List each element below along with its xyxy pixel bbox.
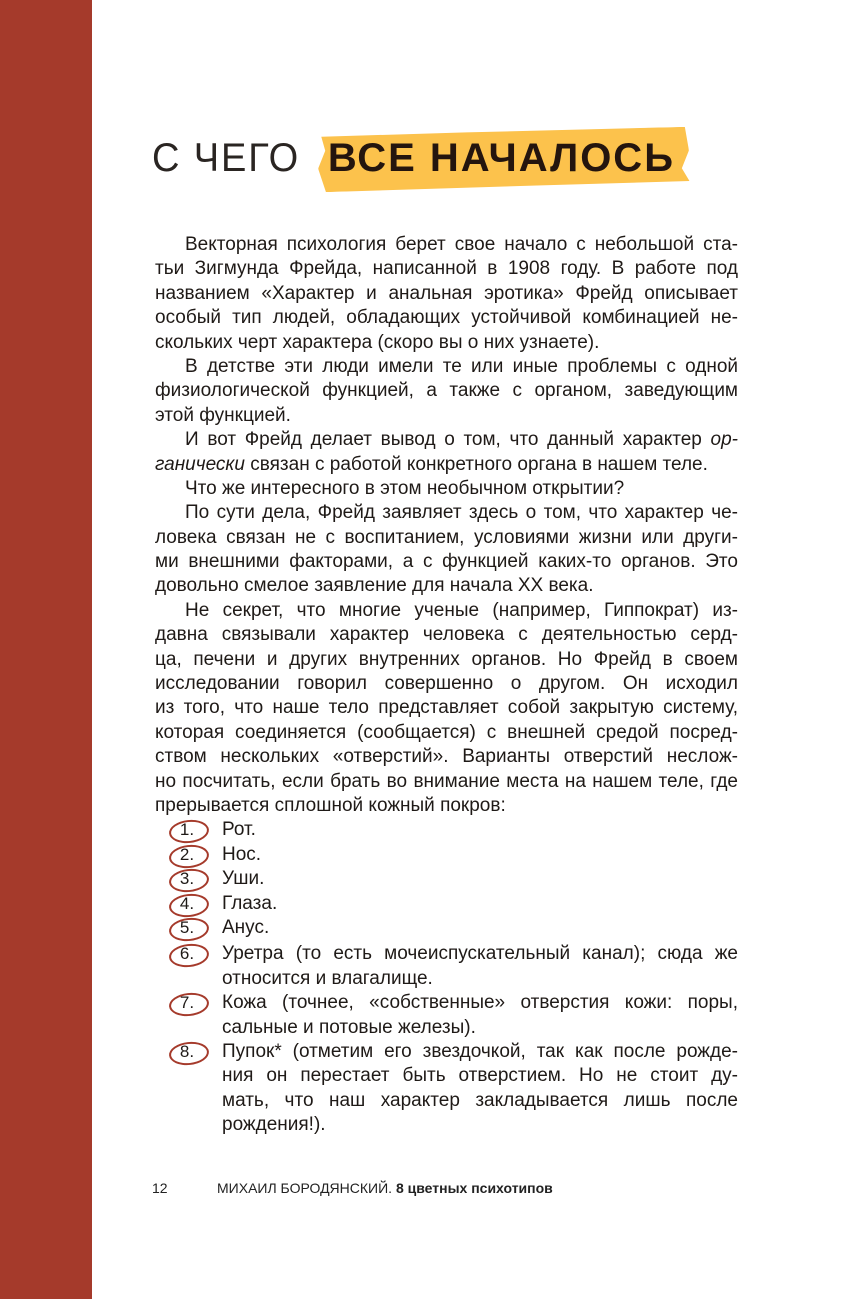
list-item (155, 991, 738, 1040)
text-line: ловека связан не с воспитанием, условиями жизни или други- (155, 526, 738, 548)
chapter-title (152, 128, 689, 188)
author-name: МИХАИЛ БОРОДЯНСКИЙ. (217, 1180, 393, 1196)
list-number-circled: 2. (167, 843, 207, 867)
text-line: исследовании говорил совершенно о другом. Он исходил (155, 673, 738, 695)
text-line: относится и влагалище. (222, 967, 433, 989)
text-line: Рот. (222, 819, 256, 841)
text-line: ми внешними факторами, а с функцией каких-то органов. Это (155, 551, 738, 573)
text-line (155, 428, 738, 452)
text-line: тьи Зигмунда Фрейда, написанной в 1908 году. В работе под (155, 258, 738, 280)
running-header (217, 1180, 553, 1196)
list-item (155, 1040, 738, 1138)
paragraph (155, 428, 738, 477)
text-segment: связан с работой конкретного органа в нашем теле. (244, 453, 708, 475)
list-number-circled: 6. (167, 942, 207, 966)
text-line: давна связывали характер человека с деятельностью серд- (155, 624, 738, 646)
text-line: из того, что наше тело представляет собой закрытую систему, (155, 697, 738, 719)
text-line: Уши. (222, 868, 265, 890)
text-line: По сути дела, Фрейд заявляет здесь о том, что характер че- (185, 502, 738, 524)
list-number-circled: 3. (167, 867, 207, 891)
list-item (155, 892, 738, 916)
text-line: рождения!). (222, 1114, 326, 1136)
paragraph (155, 233, 738, 355)
italic-text: ор- (710, 429, 738, 451)
text-line: ния он перестает быть отверстием. Но не стоит ду- (222, 1065, 738, 1087)
text-line: Анус. (222, 916, 270, 938)
list-number-circled: 7. (167, 991, 207, 1015)
text-line: которая соединяется (сообщается) с внешней средой посред- (155, 721, 738, 743)
chapter-title-light: С ЧЕГО (152, 135, 301, 180)
text-line: физиологической функцией, а также с органом, заведующим (155, 380, 738, 402)
list-item (155, 843, 738, 867)
text-line: В детстве эти люди имели те или иные проблемы с одной (185, 355, 738, 377)
chapter-title-highlight: ВСЕ НАЧАЛОСЬ (318, 130, 689, 187)
text-line: названием «Характер и анальная эротика» Фрейд описывает (155, 282, 738, 304)
body-text (155, 233, 738, 1137)
text-line: сальные и потовые железы). (222, 1016, 476, 1038)
text-line: этой функцией. (155, 404, 291, 426)
list-number-circled: 8. (167, 1040, 207, 1064)
text-line: особый тип людей, обладающих устойчивой комбинацией не- (155, 307, 738, 329)
list-number-circled: 4. (167, 892, 207, 916)
text-line: Что же интересного в этом необычном открытии? (185, 477, 625, 499)
paragraph (155, 355, 738, 428)
text-line (155, 453, 738, 477)
text-line: Векторная психология берет свое начало с небольшой ста- (185, 234, 738, 255)
text-line: Пупок* (отметим его звездочкой, так как после рожде- (222, 1040, 738, 1062)
side-color-bar (0, 0, 92, 1299)
list-item (155, 818, 738, 842)
paragraph (155, 599, 738, 819)
text-line: прерывается сплошной кожный покров: (155, 794, 506, 816)
text-line: Глаза. (222, 892, 278, 914)
italic-text: ганически (155, 453, 245, 475)
book-title: 8 цветных психотипов (395, 1180, 553, 1196)
text-line: но посчитать, если брать во внимание места на нашем теле, где (155, 770, 738, 792)
list-item (155, 916, 738, 940)
text-line: скольких черт характера (скоро вы о них узнаете). (155, 331, 600, 353)
page-number: 12 (152, 1180, 168, 1196)
list-number-circled: 5. (167, 916, 207, 940)
text-line: Уретра (то есть мочеиспускательный канал); сюда же (222, 943, 738, 965)
text-segment: И вот Фрейд делает вывод о том, что данный характер (185, 429, 711, 451)
text-line: ством нескольких «отверстий». Варианты отверстий неслож- (155, 746, 738, 768)
list-item (155, 942, 738, 991)
text-line: довольно смелое заявление для начала XX века. (155, 575, 594, 597)
paragraph (155, 477, 738, 501)
text-line: Нос. (222, 843, 262, 865)
text-line: ца, печени и других внутренних органов. Но Фрейд в своем (155, 648, 738, 670)
text-line: Не секрет, что многие ученые (например, Гиппократ) из- (185, 599, 738, 621)
text-line: мать, что наш характер закладывается лишь после (222, 1089, 738, 1111)
paragraph (155, 501, 738, 599)
page-footer (152, 1180, 553, 1196)
text-line: Кожа (точнее, «собственные» отверстия кожи: поры, (222, 992, 738, 1014)
list-item (155, 867, 738, 891)
list-number-circled: 1. (167, 818, 207, 842)
